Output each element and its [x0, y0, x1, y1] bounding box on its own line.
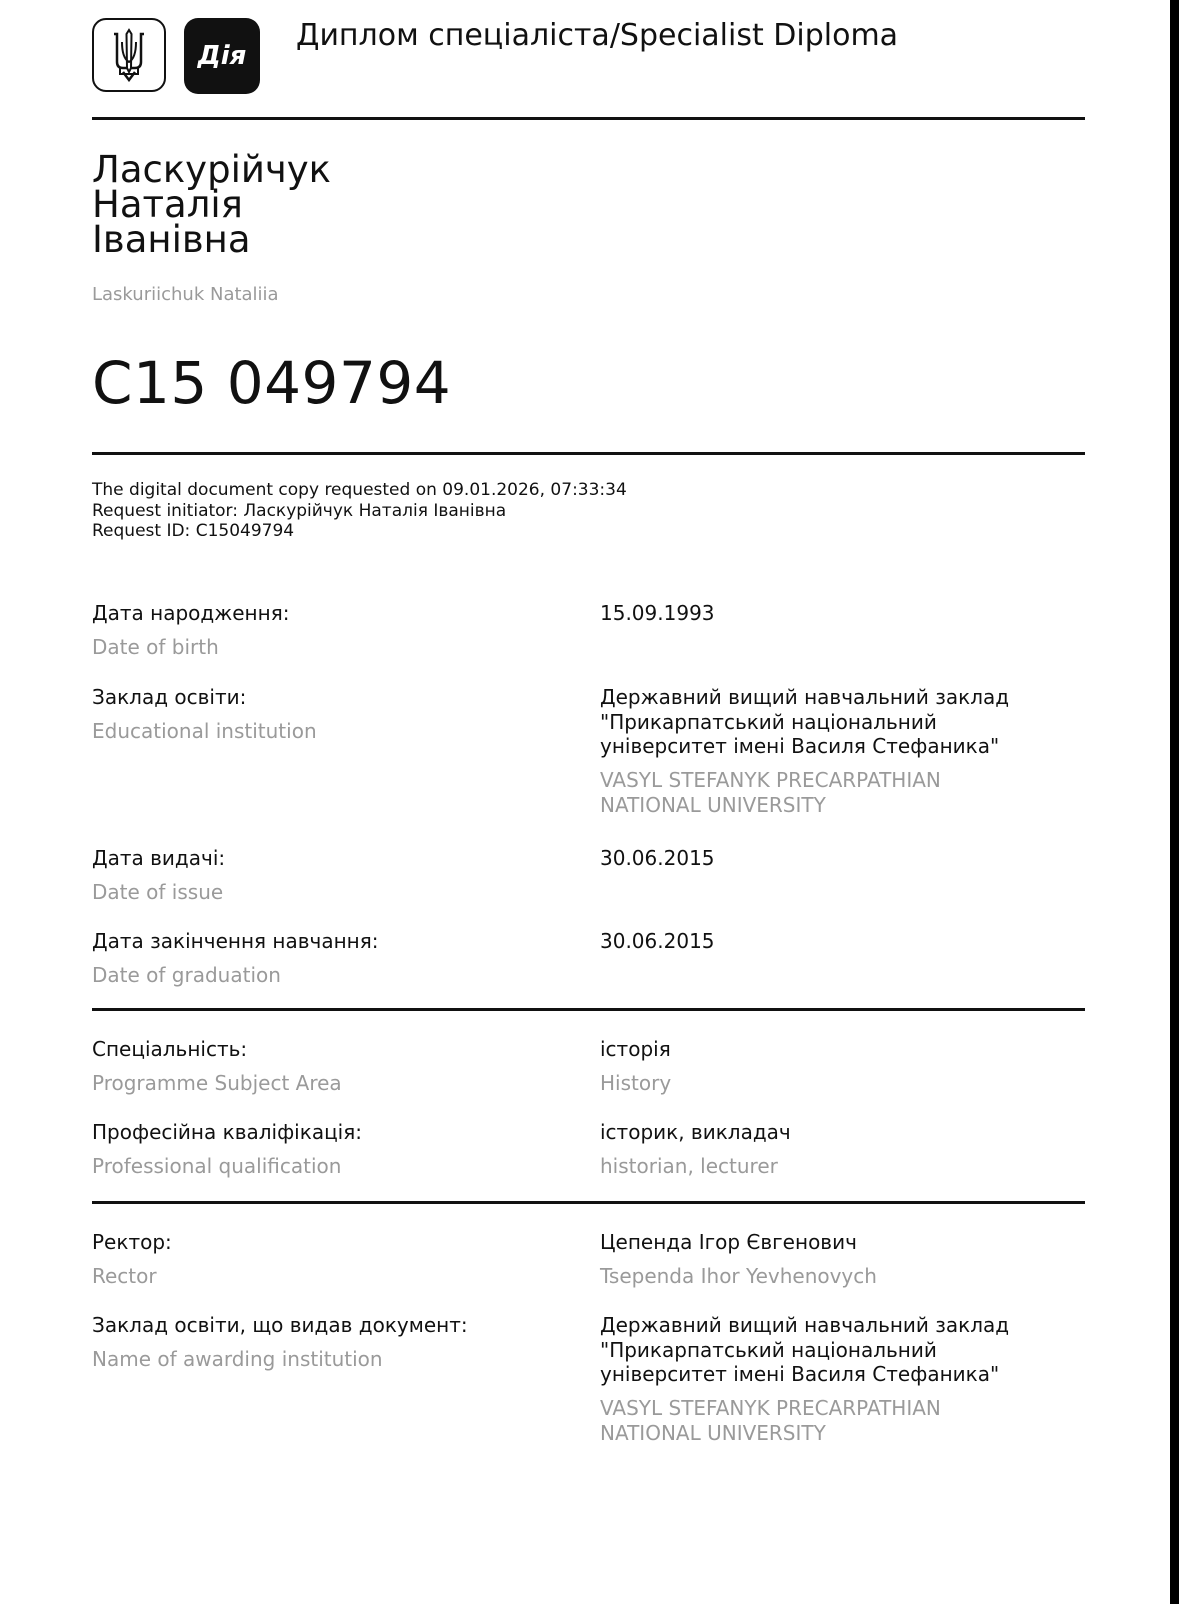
field-value-line: Державний вищий навчальний заклад: [600, 1313, 1010, 1337]
holder-latin-name: Laskuriichuk Nataliia: [92, 284, 279, 305]
field-value-en: [600, 1396, 1085, 1445]
diia-logo: [184, 18, 260, 94]
field-value: [600, 1313, 1085, 1387]
request-id-line: Request ID: C15049794: [92, 521, 295, 541]
field-value: [600, 685, 1085, 759]
holder-surname: Ласкурійчук: [92, 148, 332, 191]
tryzub-icon: [92, 18, 166, 92]
field-value-en-line: VASYL STEFANYK PRECARPATHIAN: [600, 1396, 941, 1420]
field-value-line: "Прикарпатський національний: [600, 709, 937, 734]
field-label-en: Name of awarding institution: [92, 1347, 383, 1371]
field-label: Професійна кваліфікація:: [92, 1120, 363, 1144]
field-value: 15.09.1993: [600, 601, 715, 625]
field-value: історик, викладач: [600, 1120, 791, 1144]
field-value-line: "Прикарпатський національний: [600, 1337, 937, 1362]
document-title: Диплом спеціаліста/Specialist Diploma: [296, 18, 899, 53]
field-value-en: History: [600, 1071, 672, 1095]
field-value-line: Державний вищий навчальний заклад: [600, 685, 1010, 709]
screen-edge: [1170, 0, 1179, 1604]
divider: [92, 1201, 1085, 1204]
field-label-en: Educational institution: [92, 719, 317, 743]
holder-given-name: Наталія: [92, 183, 243, 226]
document-header: [92, 18, 1085, 98]
request-initiator-line: Request initiator: Ласкурійчук Наталія Іванівна: [92, 500, 507, 521]
document-number: C15 049794: [92, 349, 452, 417]
field-label-en: Rector: [92, 1264, 157, 1288]
request-date-line: The digital document copy requested on 09.01.2026, 07:33:34: [92, 480, 627, 500]
field-value-en: Tsependa Ihor Yevhenovych: [600, 1264, 877, 1288]
diia-logo-text: Дія: [197, 41, 247, 71]
field-value-en: [600, 768, 1085, 817]
divider: [92, 452, 1085, 455]
field-label: Ректор:: [92, 1230, 172, 1254]
field-value: 30.06.2015: [600, 846, 715, 870]
field-label: Дата закінчення навчання:: [92, 929, 379, 953]
field-value-en: historian, lecturer: [600, 1154, 778, 1178]
field-label-en: Date of issue: [92, 880, 224, 904]
field-label-en: Date of birth: [92, 635, 219, 659]
field-label: Дата видачі:: [92, 846, 226, 870]
holder-name: [92, 148, 332, 261]
field-label: Дата народження:: [92, 601, 290, 625]
field-label-en: Programme Subject Area: [92, 1071, 342, 1095]
field-label-en: Date of graduation: [92, 963, 281, 987]
field-value-en-line: NATIONAL UNIVERSITY: [600, 1420, 826, 1445]
field-value-en-line: VASYL STEFANYK PRECARPATHIAN: [600, 768, 941, 792]
field-value-line: університет імені Василя Стефаника": [600, 734, 1000, 758]
field-label: Заклад освіти:: [92, 685, 247, 709]
field-value-en-line: NATIONAL UNIVERSITY: [600, 792, 826, 817]
field-label: Спеціальність:: [92, 1037, 248, 1061]
holder-patronymic: Іванівна: [92, 218, 251, 261]
field-label: Заклад освіти, що видав документ:: [92, 1313, 468, 1337]
field-label-en: Professional qualification: [92, 1154, 342, 1178]
field-value: історія: [600, 1037, 671, 1061]
coat-of-arms-icon: [110, 28, 148, 82]
divider: [92, 1008, 1085, 1011]
field-value: 30.06.2015: [600, 929, 715, 953]
divider: [92, 117, 1085, 120]
request-info: [92, 480, 627, 542]
field-value-line: університет імені Василя Стефаника": [600, 1362, 1000, 1386]
field-value: Цепенда Ігор Євгенович: [600, 1230, 857, 1254]
